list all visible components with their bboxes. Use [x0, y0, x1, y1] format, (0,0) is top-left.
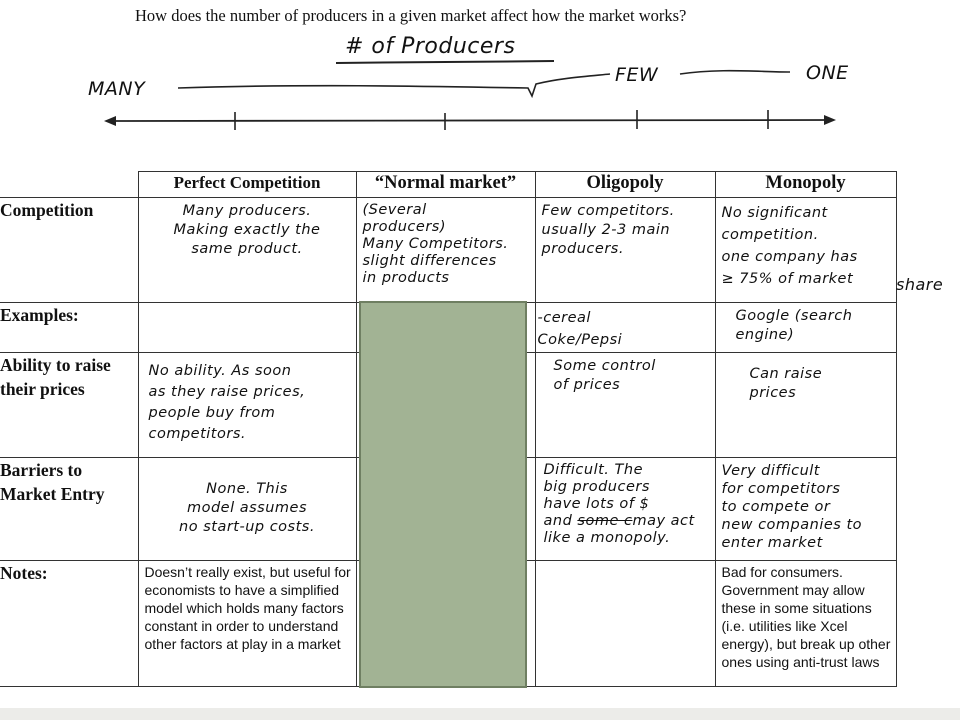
col-header-oligopoly: Oligopoly — [535, 172, 715, 198]
col-header-perfect: Perfect Competition — [138, 172, 356, 198]
handwritten-answer: -cereal Coke/Pepsi — [537, 310, 623, 348]
table-row — [0, 198, 896, 303]
cell-competition-normal — [356, 198, 535, 303]
row-label-examples: Examples: — [0, 303, 138, 353]
cell-competition-perfect — [138, 198, 356, 303]
cell-raise-prices-perfect — [138, 353, 356, 458]
scale-bracket-few-one — [680, 71, 790, 74]
cell-notes-oligopoly — [535, 561, 715, 687]
scale-title: # of Producers — [345, 34, 516, 59]
cell-examples-oligopoly — [535, 303, 715, 353]
cell-competition-monopoly — [715, 198, 896, 303]
scale-bracket — [178, 74, 610, 96]
redaction-box — [359, 301, 527, 688]
handwritten-answer: No ability. As soon as they raise prices, people buy from competitors. — [148, 363, 306, 442]
monopoly-overflow-text: share — [896, 275, 944, 294]
cell-barriers-oligopoly — [535, 458, 715, 561]
handwritten-answer: Few competitors. usually 2-3 main producers. — [541, 203, 675, 257]
row-label-notes: Notes: — [0, 561, 138, 687]
cell-raise-prices-monopoly — [715, 353, 896, 458]
page-bottom-band — [0, 708, 960, 720]
cell-notes-monopoly — [715, 561, 896, 687]
row-label-barriers: Barriers to Market Entry — [0, 458, 138, 561]
cell-examples-perfect — [138, 303, 356, 353]
handwritten-answer: Some control of prices — [553, 358, 656, 393]
typed-answer: Bad for consumers. Government may allow these in some situations (i.e. utilities like Xcel energy), but break up other ones using anti-trust laws — [721, 564, 891, 670]
handwritten-answer: Very difficult for competitors to compete or new companies to enter market — [721, 463, 862, 551]
row-label-raise-prices: Ability to raise their prices — [0, 353, 138, 458]
scale-axis-line — [108, 120, 830, 121]
handwritten-answer: Can raise prices — [749, 366, 823, 401]
handwritten-answer: (Several producers) Many Competitors. slight differences in products — [362, 202, 509, 286]
scale-label-one: ONE — [806, 62, 849, 84]
col-header-normal: “Normal market” — [356, 172, 535, 198]
handwritten-answer: None. This model assumes no start-up costs. — [179, 481, 315, 535]
cell-notes-perfect — [138, 561, 356, 687]
header-row — [0, 172, 896, 198]
typed-answer: Doesn’t really exist, but useful for economists to have a simplified model which holds many factors constant in order to understand other factors at play in a market — [144, 564, 351, 652]
scale-label-few: FEW — [615, 64, 659, 86]
cell-raise-prices-oligopoly — [535, 353, 715, 458]
handwritten-answer: Difficult. The big producers have lots of $ and some cmay act like a monopoly. — [543, 462, 695, 546]
scale-arrow-left — [104, 116, 116, 126]
col-header-monopoly: Monopoly — [715, 172, 896, 198]
handwritten-answer: Many producers. Making exactly the same product. — [173, 203, 321, 257]
scale-arrow-right — [824, 115, 836, 125]
cell-barriers-perfect — [138, 458, 356, 561]
row-label-competition: Competition — [0, 198, 138, 303]
corner-cell — [0, 172, 138, 198]
cell-barriers-monopoly — [715, 458, 896, 561]
worksheet-question: How does the number of producers in a given market affect how the market works? — [135, 6, 687, 25]
scale-label-many: MANY — [88, 78, 146, 100]
cell-examples-monopoly — [715, 303, 896, 353]
cell-competition-oligopoly — [535, 198, 715, 303]
handwritten-answer: Google (search engine) — [735, 308, 853, 343]
struck-text: some c — [577, 513, 633, 529]
producer-scale — [0, 60, 960, 140]
handwritten-answer: No significant competition. one company has ≥ 75% of market — [721, 205, 858, 287]
